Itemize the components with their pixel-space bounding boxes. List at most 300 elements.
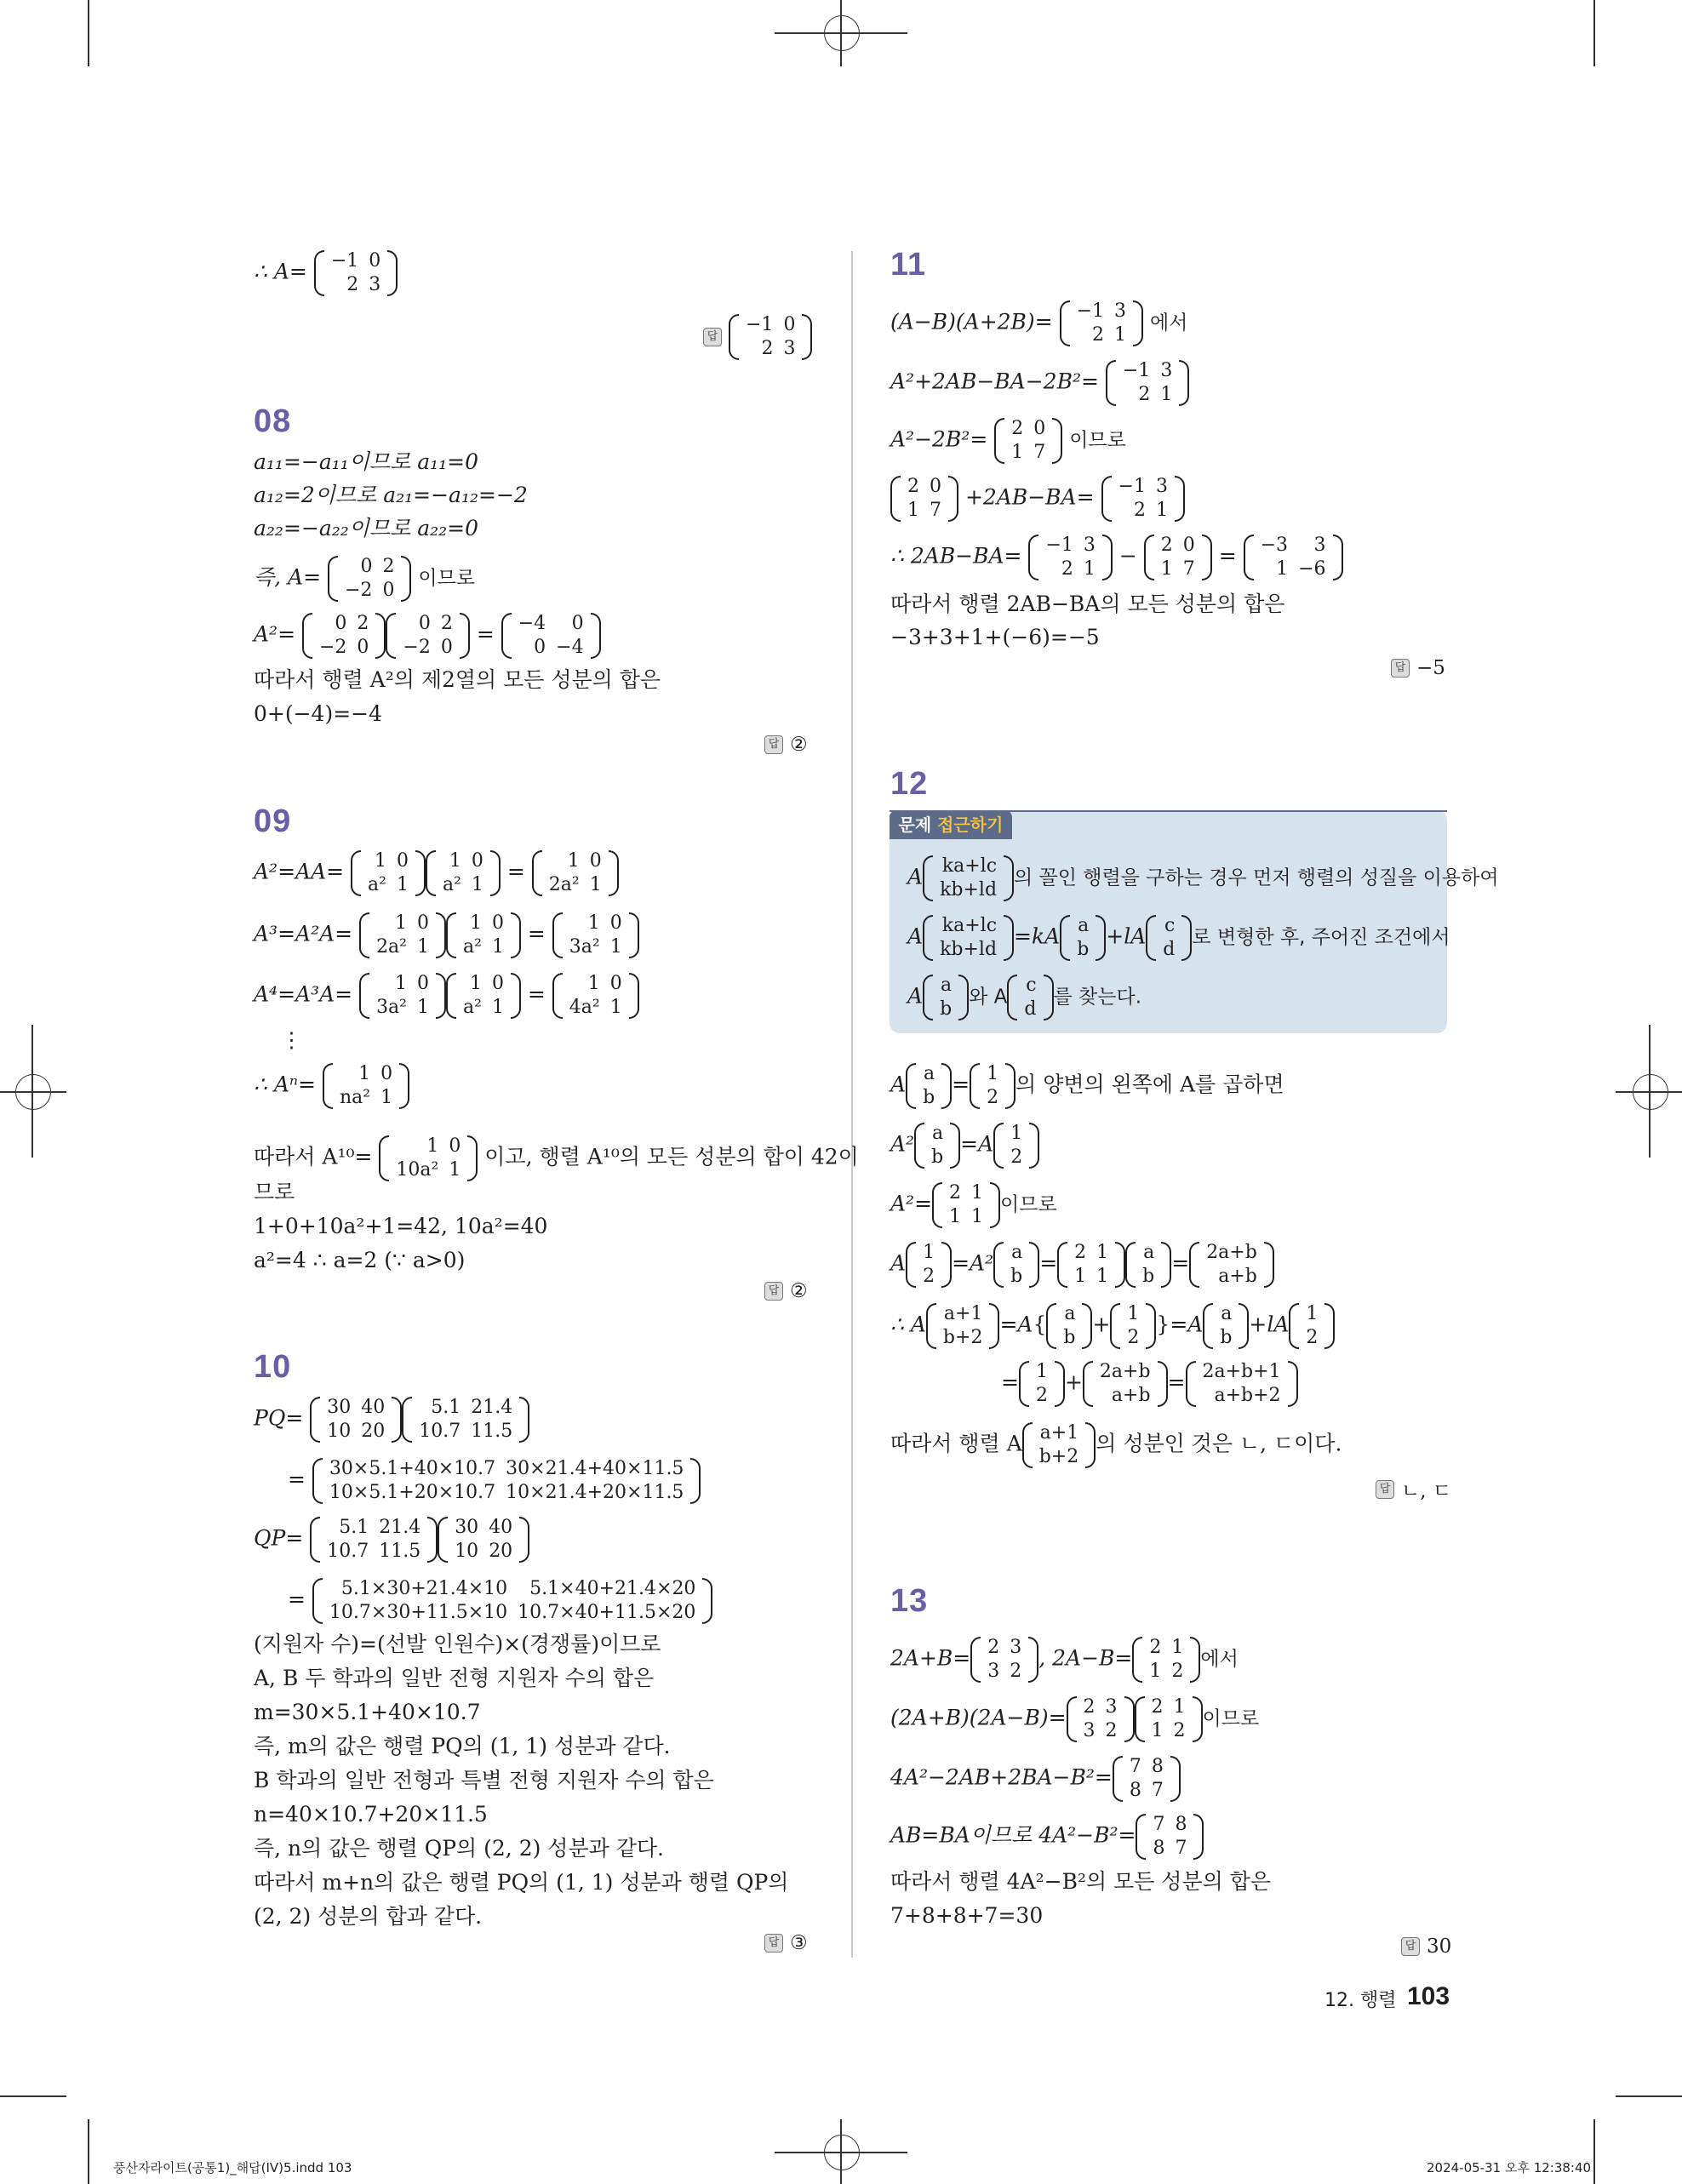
matrix-grid	[1147, 1813, 1192, 1861]
equation-line	[890, 1813, 1204, 1861]
matrix-grid	[1058, 1302, 1080, 1350]
matrix-grid	[1122, 1302, 1144, 1350]
text: =	[1039, 1250, 1058, 1276]
matrix-entry: 2	[1035, 1385, 1048, 1406]
equation-line	[890, 1636, 1239, 1684]
matrix-entry: 3	[1313, 535, 1326, 556]
matrix-grid	[458, 972, 509, 1020]
matrix-entry: a²	[368, 874, 386, 895]
matrix-entry: 0	[1033, 418, 1046, 439]
matrix-entry: 30×21.4+40×11.5	[506, 1458, 684, 1479]
vector	[906, 1241, 952, 1289]
matrix	[890, 475, 958, 523]
vertical-ellipsis: ⋮	[281, 1027, 302, 1052]
matrix-entry: 3	[1160, 360, 1173, 381]
matrix-grid	[982, 1636, 1027, 1684]
matrix-entry: 1	[609, 936, 622, 958]
matrix-entry: b	[1142, 1266, 1155, 1287]
matrix-grid	[1156, 534, 1200, 581]
text-line: 7+8+8+7=30	[890, 1903, 1044, 1928]
matrix	[351, 849, 426, 897]
matrix-entry: 2	[1151, 1696, 1164, 1718]
matrix-entry: 5.1×30+21.4×10	[340, 1578, 508, 1599]
matrix-entry: 7	[930, 500, 941, 521]
matrix-entry: 0	[360, 556, 373, 577]
text: 의 성분인 것은 ㄴ, ㄷ이다.	[1096, 1431, 1342, 1456]
matrix	[426, 849, 501, 897]
vector	[914, 1122, 960, 1169]
crop-mark	[1593, 2119, 1595, 2184]
matrix-entry: 1	[1306, 1303, 1319, 1324]
text-line: 즉, m의 값은 행렬 PQ의 (1, 1) 성분과 같다.	[254, 1734, 671, 1758]
approach-tab-label: 문제	[898, 815, 932, 835]
text-line: 따라서 행렬 A²의 제2열의 모든 성분의 합은	[254, 667, 661, 692]
matrix-entry: 8	[1153, 1838, 1165, 1859]
matrix-entry: −2	[345, 580, 373, 601]
equation-line	[890, 359, 1189, 407]
matrix-entry: a	[1143, 1242, 1155, 1263]
matrix	[501, 612, 601, 660]
matrix-grid	[944, 1181, 988, 1229]
text: 로 변형한 후, 주어진 조건에서	[1192, 926, 1450, 949]
answer-mark-icon: 답	[1391, 659, 1410, 677]
matrix-grid	[322, 1396, 390, 1444]
matrix-entry: 1	[395, 912, 407, 934]
matrix-entry: 10×5.1+20×10.7	[329, 1482, 496, 1503]
approach-line	[907, 914, 1450, 962]
matrix	[994, 417, 1062, 465]
matrix-entry: b	[923, 1087, 935, 1108]
matrix-entry: 0	[440, 637, 453, 658]
matrix-entry: 2	[357, 613, 369, 634]
matrix	[552, 972, 639, 1020]
text-line: n=40×10.7+20×11.5	[254, 1802, 488, 1827]
matrix-grid	[1118, 359, 1177, 407]
crop-mark	[1616, 2095, 1682, 2097]
equation-line	[890, 417, 1126, 465]
text: ∴ 2AB−BA=	[890, 543, 1022, 569]
matrix-entry: 10.7	[327, 1541, 369, 1562]
matrix-entry: b	[1077, 939, 1090, 960]
matrix-entry: 3	[1083, 1720, 1096, 1741]
text: +2AB−BA=	[964, 484, 1095, 510]
answer-mark-icon: 답	[764, 735, 783, 754]
matrix	[1106, 359, 1189, 407]
answer-value: ②	[790, 734, 808, 756]
matrix-grid	[363, 849, 414, 897]
problem-number: 11	[890, 247, 927, 283]
matrix-entry: 2	[987, 1087, 999, 1108]
matrix-entry: 5.1	[339, 1517, 369, 1538]
equation-line	[254, 612, 601, 660]
matrix-entry: −3	[1260, 535, 1289, 556]
matrix-grid	[340, 555, 399, 603]
matrix-entry: 1	[923, 1242, 935, 1263]
answer-value: 30	[1427, 1935, 1452, 1958]
equation-line	[890, 1122, 1039, 1169]
matrix-entry: 2	[761, 338, 774, 359]
matrix-entry: 8	[1151, 1756, 1164, 1777]
matrix-entry: 1	[1276, 558, 1289, 580]
matrix-entry: na²	[339, 1087, 371, 1108]
matrix-grid	[1095, 1360, 1156, 1408]
matrix	[552, 912, 639, 959]
matrix-grid	[335, 1062, 398, 1110]
matrix-grid	[1019, 974, 1041, 1021]
matrix-entry: 2	[1061, 558, 1073, 580]
text: =	[1167, 1369, 1186, 1395]
matrix-grid	[1124, 1755, 1169, 1803]
text: ∴ A=	[254, 259, 307, 284]
equation-line	[890, 1421, 1342, 1469]
answer-matrix	[729, 313, 812, 361]
matrix	[1057, 1241, 1125, 1289]
text: +	[1064, 1369, 1083, 1395]
matrix	[314, 249, 398, 297]
text: A²−2B²=	[890, 426, 988, 452]
matrix-entry: a	[1078, 915, 1090, 936]
matrix-entry: 3	[1114, 300, 1127, 322]
matrix-grid	[1201, 1241, 1262, 1289]
matrix-grid	[938, 1302, 988, 1350]
matrix-entry: 40	[489, 1517, 513, 1538]
equation-line	[890, 1241, 1274, 1289]
matrix	[1132, 1636, 1200, 1684]
matrix-grid	[1137, 1241, 1159, 1289]
vector	[1146, 914, 1192, 962]
text-line: B 학과의 일반 전형과 특별 전형 지원자 수의 합은	[254, 1768, 714, 1792]
matrix-grid	[1031, 1360, 1053, 1408]
page-number: 103	[1407, 1982, 1450, 2010]
matrix-entry: 2	[1160, 535, 1173, 556]
vector	[1110, 1302, 1156, 1350]
matrix-entry: 0	[418, 613, 431, 634]
matrix	[302, 612, 386, 660]
text: A²	[890, 1131, 915, 1157]
matrix-entry: 1	[987, 1063, 999, 1084]
matrix-entry: 0	[571, 613, 584, 634]
vector	[1203, 1302, 1249, 1350]
matrix-entry: 1	[587, 912, 600, 934]
matrix-entry: 4a²	[569, 997, 600, 1018]
matrix-grid	[1005, 1241, 1027, 1289]
crop-mark	[88, 2119, 89, 2184]
approach-tab	[890, 810, 1012, 839]
text: AB=BA이므로 4A²−B²=	[890, 1822, 1136, 1848]
matrix	[310, 1396, 402, 1444]
matrix-entry: a²	[463, 936, 482, 958]
matrix	[970, 1636, 1038, 1684]
matrix-entry: 2a+b	[1206, 1242, 1257, 1263]
vector	[906, 1062, 952, 1110]
vector	[993, 1122, 1039, 1169]
matrix-entry: 0	[930, 476, 941, 497]
answer-line	[1401, 1935, 1451, 1958]
approach-line	[907, 974, 1141, 1021]
text: =A	[960, 1131, 994, 1157]
matrix-entry: 1	[491, 936, 504, 958]
matrix-entry: a²	[463, 997, 482, 1018]
text-line: (2, 2) 성분의 합과 같다.	[254, 1904, 483, 1929]
text: =	[476, 621, 495, 647]
matrix-entry: 0	[382, 580, 395, 601]
text: A²=AA=	[254, 859, 345, 884]
matrix-entry: 1	[589, 874, 602, 895]
matrix-entry: 2	[949, 1182, 962, 1203]
equation-line	[288, 1577, 712, 1625]
matrix-entry: −1	[1122, 360, 1151, 381]
matrix-entry: 7	[1033, 442, 1046, 463]
matrix-entry: 0	[534, 637, 546, 658]
matrix-entry: 1	[1083, 558, 1096, 580]
matrix-entry: 0	[417, 912, 429, 934]
matrix-entry: 0	[380, 1063, 393, 1084]
matrix-grid	[1069, 1241, 1113, 1289]
matrix-entry: 1	[417, 936, 429, 958]
vector	[923, 974, 969, 1021]
approach-tab-highlight: 접근하기	[937, 815, 1004, 835]
matrix-entry: 1	[1096, 1266, 1109, 1287]
text: 이므로	[418, 567, 476, 590]
text-line: 따라서 행렬 2AB−BA의 모든 성분의 합은	[890, 592, 1285, 616]
text: =	[952, 1072, 970, 1097]
registration-line	[0, 1091, 66, 1093]
matrix-entry: 2	[1133, 500, 1146, 521]
matrix-entry: ka+lc	[941, 855, 998, 877]
equation-line	[890, 1695, 1259, 1743]
matrix-entry: a	[1221, 1303, 1233, 1324]
matrix-entry: a²	[442, 874, 461, 895]
matrix-grid	[1006, 417, 1050, 465]
text: A⁴=A³A=	[254, 981, 353, 1007]
matrix-entry: 8	[1175, 1814, 1187, 1835]
vector	[1289, 1302, 1335, 1350]
text: 이므로	[1202, 1707, 1260, 1730]
matrix-entry: −4	[518, 613, 546, 634]
matrix	[1135, 1695, 1203, 1743]
crop-mark	[1593, 0, 1595, 66]
column-divider	[851, 251, 853, 1958]
text: +	[1092, 1312, 1111, 1337]
registration-line	[840, 2119, 842, 2184]
footer-timestamp: 2024-05-31 오후 12:38:40	[1427, 2160, 1592, 2175]
matrix-entry: 1	[395, 973, 407, 994]
matrix-entry: 3	[1105, 1696, 1118, 1718]
matrix-entry: 0	[589, 850, 602, 872]
matrix	[312, 1457, 701, 1505]
matrix	[323, 1062, 409, 1110]
matrix-entry: −1	[1118, 476, 1146, 497]
matrix	[402, 1396, 529, 1444]
text: QP=	[254, 1525, 304, 1551]
vector	[1022, 1421, 1096, 1469]
equation-line	[254, 1396, 529, 1444]
matrix-entry: 0	[449, 1135, 461, 1157]
matrix	[379, 1135, 478, 1182]
text-line: a₂₂=−a₂₂이므로 a₂₂=0	[254, 516, 478, 540]
matrix-grid	[1144, 1636, 1188, 1684]
matrix-grid	[1301, 1302, 1323, 1350]
matrix-entry: 0	[417, 973, 429, 994]
answer-line	[764, 1280, 808, 1302]
matrix-entry: d	[1163, 939, 1176, 960]
matrix-entry: 1	[1160, 558, 1173, 580]
matrix-entry: 3	[1155, 476, 1168, 497]
matrix-entry: 1	[971, 1206, 984, 1227]
matrix-entry: 30	[455, 1517, 479, 1538]
matrix-entry: 1	[1155, 500, 1168, 521]
registration-line	[31, 1025, 33, 1158]
matrix-entry: −4	[556, 637, 584, 658]
registration-line	[840, 0, 842, 66]
matrix-entry: 2a+b+1	[1202, 1361, 1281, 1382]
equation-line	[254, 1135, 859, 1182]
text: 이고, 행렬 A¹⁰의 모든 성분의 합이 42이	[484, 1144, 859, 1169]
text: +lA	[1249, 1312, 1290, 1337]
matrix-entry: 2a²	[548, 874, 580, 895]
matrix-entry: 3a²	[569, 936, 600, 958]
matrix-grid	[935, 855, 1002, 902]
problem-number: 12	[890, 766, 929, 802]
matrix-entry: 1	[471, 874, 483, 895]
matrix	[446, 912, 521, 959]
matrix-entry: b	[1010, 1266, 1023, 1287]
vector	[1186, 1360, 1298, 1408]
matrix-grid	[314, 612, 374, 660]
matrix-entry: 0	[357, 637, 369, 658]
matrix-entry: 10.7	[419, 1421, 461, 1442]
text: A²=	[254, 621, 296, 647]
solution-conclusion-line	[254, 249, 398, 297]
matrix-grid	[564, 972, 627, 1020]
matrix-entry: kb+ld	[940, 879, 998, 900]
matrix	[532, 849, 619, 897]
matrix-entry: −1	[1076, 300, 1105, 322]
matrix-entry: b	[1220, 1327, 1233, 1348]
matrix-entry: 2	[1306, 1327, 1319, 1348]
text: A²=	[890, 1191, 933, 1216]
text: =kA	[1014, 923, 1061, 949]
text: 이므로	[1069, 429, 1126, 452]
matrix	[328, 555, 411, 603]
text: 와 A	[969, 986, 1008, 1009]
matrix-entry: 2	[1138, 384, 1151, 405]
answer-line	[764, 1932, 808, 1954]
matrix-entry: 1	[587, 973, 600, 994]
text-line: 0+(−4)=−4	[254, 701, 383, 726]
matrix-entry: 2	[987, 1637, 1000, 1658]
crop-mark	[0, 2095, 66, 2097]
matrix	[310, 1516, 438, 1564]
text-line: m=30×5.1+40×10.7	[254, 1700, 481, 1724]
matrix-entry: 0	[335, 613, 347, 634]
matrix-entry: 10.7×40+11.5×20	[518, 1602, 696, 1623]
answer-value: −5	[1416, 657, 1445, 679]
problem-number: 13	[890, 1583, 929, 1619]
matrix-entry: 1	[1127, 1303, 1140, 1324]
matrix-entry: 10	[327, 1421, 352, 1442]
matrix-entry: 10a²	[396, 1159, 439, 1181]
matrix-entry: 30	[327, 1397, 352, 1418]
text: 4A²−2AB+2BA−B²=	[890, 1764, 1113, 1790]
matrix-entry: 0	[369, 250, 381, 272]
matrix-entry: 5.1	[431, 1397, 461, 1418]
matrix	[932, 1181, 1000, 1229]
matrix-entry: a+b	[1218, 1266, 1257, 1287]
matrix-entry: −1	[1045, 535, 1073, 556]
vector	[923, 914, 1014, 962]
matrix-entry: 1	[1160, 384, 1173, 405]
equation-line	[890, 300, 1187, 347]
matrix-entry: 3	[1083, 535, 1096, 556]
text-line: 므로	[254, 1180, 295, 1204]
text: =	[1001, 1369, 1019, 1395]
matrix-grid	[1072, 914, 1094, 962]
text: (2A+B)(2A−B)=	[890, 1705, 1067, 1730]
equation-line	[890, 1755, 1181, 1803]
problem-number: 10	[254, 1349, 292, 1385]
approach-line	[907, 855, 1499, 902]
matrix-entry: 2	[1092, 324, 1105, 346]
equation-line	[1001, 1360, 1298, 1408]
answer-line	[764, 734, 808, 756]
matrix-entry: −2	[403, 637, 431, 658]
matrix-entry: c	[1026, 975, 1037, 996]
text: 에서	[1149, 312, 1188, 334]
text-line: −3+3+1+(−6)=−5	[890, 625, 1100, 649]
matrix-entry: a+b	[1111, 1385, 1151, 1406]
matrix	[386, 612, 469, 660]
equation-line	[254, 849, 619, 897]
text-line: 즉, n의 값은 행렬 QP의 (2, 2) 성분과 같다.	[254, 1836, 664, 1861]
matrix-entry: 1	[1149, 1661, 1162, 1682]
text: ∴ Aⁿ=	[254, 1072, 316, 1097]
matrix	[1067, 1695, 1135, 1743]
matrix-entry: 1	[567, 850, 580, 872]
matrix-entry: 2	[1171, 1661, 1184, 1682]
matrix-grid	[1040, 534, 1100, 581]
matrix-grid	[1158, 914, 1180, 962]
matrix-entry: 1	[1035, 1361, 1048, 1382]
answer-line	[703, 313, 812, 361]
matrix	[1101, 475, 1185, 523]
matrix-entry: 2	[923, 1266, 935, 1287]
vector	[1083, 1360, 1168, 1408]
problem-number: 08	[254, 403, 292, 439]
matrix-entry: 10.7×30+11.5×10	[329, 1602, 508, 1623]
matrix-entry: 20	[361, 1421, 386, 1442]
matrix-entry: 5.1×40+21.4×20	[529, 1578, 696, 1599]
text: (A−B)(A+2B)=	[890, 309, 1053, 334]
matrix-entry: 2	[440, 613, 453, 634]
matrix-entry: b	[940, 998, 953, 1020]
matrix-entry: ka+lc	[941, 915, 998, 936]
matrix-entry: 2	[1127, 1327, 1140, 1348]
text: =	[288, 1466, 306, 1492]
matrix-grid	[1256, 534, 1331, 581]
matrix-grid	[326, 249, 386, 297]
matrix-entry: 1	[609, 997, 622, 1018]
matrix	[1144, 534, 1212, 581]
matrix-entry: 1	[1096, 1242, 1109, 1263]
answer-mark-icon: 답	[703, 328, 722, 346]
matrix-entry: 1	[358, 1063, 371, 1084]
matrix-entry: c	[1164, 915, 1176, 936]
text: A	[890, 1250, 907, 1276]
matrix-entry: a	[1011, 1242, 1023, 1263]
equation-line	[254, 912, 639, 959]
text: 이므로	[1000, 1193, 1057, 1216]
